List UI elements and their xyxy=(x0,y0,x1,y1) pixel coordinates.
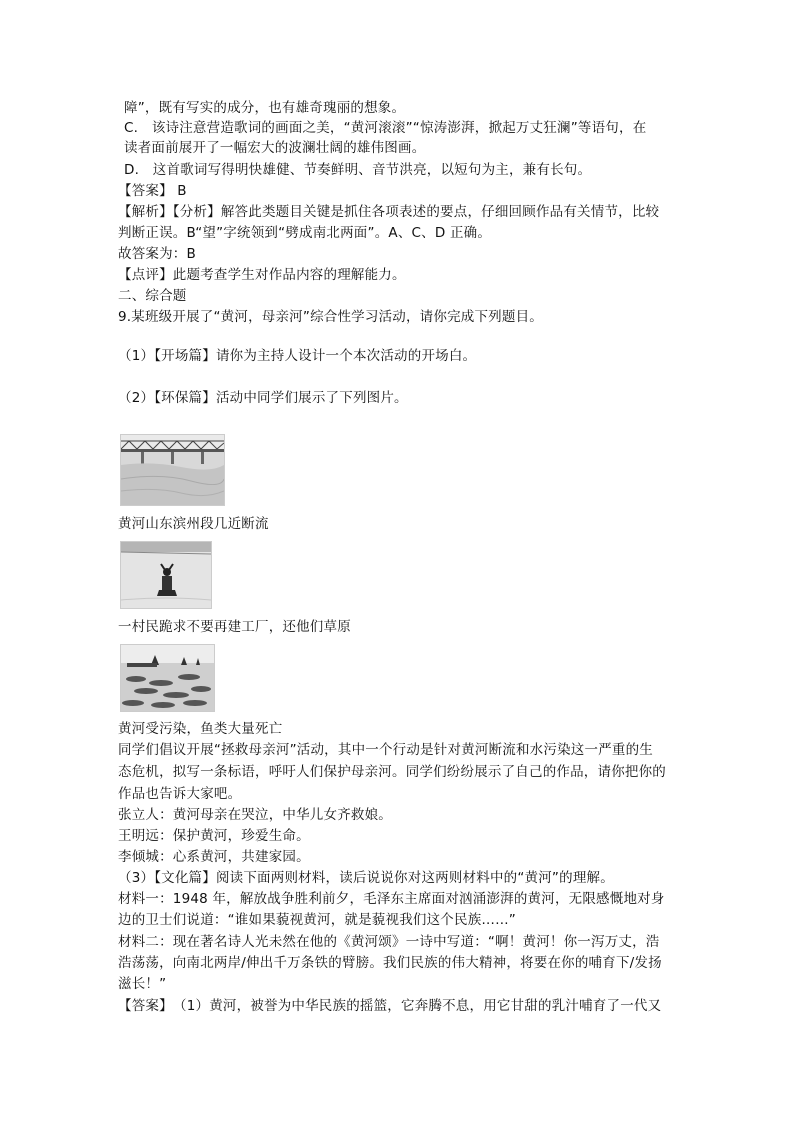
question-9: 9.某班级开展了“黄河，母亲河”综合性学习活动，请你完成下列题目。 xyxy=(118,309,543,325)
photo-kneeling-villager xyxy=(120,541,212,609)
text-line: 判断正误。B“望”字统领到“劈成南北两面”。A、C、D 正确。 xyxy=(118,225,492,241)
material-one: 材料一：1948 年，解放战争胜利前夕，毛泽东主席面对汹涌澎湃的黄河，无限感慨地对身 xyxy=(118,891,665,907)
photo-caption: 黄河山东滨州段几近断流 xyxy=(118,516,269,532)
photo-bridge-dry-riverbed xyxy=(120,434,225,506)
section-heading: 二、综合题 xyxy=(118,288,187,304)
text-line: 读者面前展开了一幅宏大的波澜壮阔的雄伟图画。 xyxy=(124,140,426,156)
text-line: 同学们倡议开展“拯救母亲河”活动，其中一个行动是针对黄河断流和水污染这一严重的生 xyxy=(118,742,653,758)
answer-line: 【答案】 B xyxy=(118,183,187,199)
answer-summary: 故答案为：B xyxy=(118,246,196,262)
text-line: 态危机，拟写一条标语，呼吁人们保护母亲河。同学们纷纷展示了自己的作品，请你把你的 xyxy=(118,764,666,780)
subquestion-1: （1）【开场篇】请你为主持人设计一个本次活动的开场白。 xyxy=(118,348,477,364)
option-c: C. 该诗注意营造歌词的画面之美，“黄河滚滚”“惊涛澎湃，掀起万丈狂澜”等语句，在 xyxy=(124,120,647,136)
text-line: 边的卫士们说道：“谁如果藐视黄河，就是藐视我们这个民族……” xyxy=(118,912,516,928)
text-line: 滋长！” xyxy=(118,976,167,992)
subquestion-3: （3）【文化篇】阅读下面两则材料，读后说说你对这两则材料中的“黄河”的理解。 xyxy=(118,870,614,886)
slogan-line: 李倾城：心系黄河，共建家园。 xyxy=(118,849,310,865)
analysis-line: 【解析】【分析】解答此类题目关键是抓住各项表述的要点，仔细回顾作品有关情节，比较 xyxy=(118,204,660,220)
photo-caption: 黄河受污染，鱼类大量死亡 xyxy=(118,721,283,737)
subquestion-2: （2）【环保篇】活动中同学们展示了下列图片。 xyxy=(118,390,408,406)
photo-dead-fish xyxy=(120,644,215,712)
photo-caption: 一村民跪求不要再建工厂，还他们草原 xyxy=(118,619,351,635)
answer-line: 【答案】 （1）黄河，被誉为中华民族的摇篮，它奔腾不息，用它甘甜的乳汁哺育了一代又 xyxy=(118,998,662,1014)
slogan-line: 张立人：黄河母亲在哭泣，中华儿女齐救娘。 xyxy=(118,807,392,823)
text-line: 浩荡荡，向南北两岸/伸出千万条铁的臂膀。我们民族的伟大精神，将要在你的哺育下/发扬 xyxy=(118,955,662,971)
slogan-line: 王明远：保护黄河，珍爱生命。 xyxy=(118,828,310,844)
text-line: 作品也告诉大家吧。 xyxy=(118,786,242,802)
text-line: 障”，既有写实的成分，也有雄奇瑰丽的想象。 xyxy=(124,100,406,116)
material-two: 材料二：现在著名诗人光未然在他的《黄河颂》一诗中写道：“啊！黄河！你一泻万丈，浩 xyxy=(118,934,660,950)
option-d: D. 这首歌词写得明快雄健、节奏鲜明、音节洪亮，以短句为主，兼有长句。 xyxy=(124,162,592,178)
comment-line: 【点评】此题考查学生对作品内容的理解能力。 xyxy=(118,267,406,283)
